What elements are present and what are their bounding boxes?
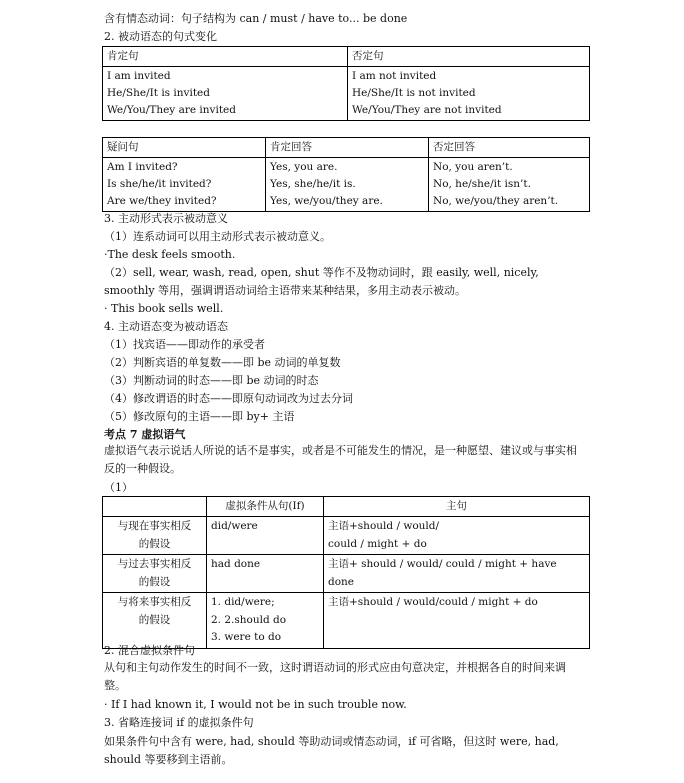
subjunctive-table [102, 496, 590, 649]
table-cell [207, 593, 324, 649]
cell-line: Yes, we/you/they are. [270, 195, 383, 207]
cell-line: Am I invited? [107, 161, 178, 173]
voice-table-question [102, 137, 590, 212]
cell-line: He/She/It is not invited [352, 87, 476, 99]
table-cell [429, 158, 590, 212]
paragraph: 从句和主句动作发生的时间不一致，这时谓语动词的形式应由句意决定，并根据各自的时间来调整。 [104, 661, 566, 692]
cell-line: Yes, you are. [270, 161, 338, 173]
cell-line: We/You/They are invited [107, 104, 236, 116]
cell-line: 与现在事实相反 [117, 520, 192, 532]
cell-line: could / might + do [328, 537, 427, 550]
cell-line: 的假设 [138, 537, 171, 550]
cell-line: 2. 2.should do [211, 613, 287, 626]
table-header: 疑问句 [103, 138, 266, 158]
cell-line: 主语+should / would/ [328, 520, 440, 532]
table-cell [103, 517, 207, 555]
table-cell [266, 158, 429, 212]
table-cell [103, 593, 207, 649]
cell-line: 与过去事实相反 [117, 558, 192, 570]
cell-line: Is she/he/it invited? [107, 178, 212, 190]
step-item: （4）修改谓语的时态——即原句动词改为过去分词 [104, 392, 353, 405]
cell-line: 1. did/were; [211, 596, 275, 608]
table-cell [103, 158, 266, 212]
table-header [103, 497, 207, 517]
cell-line: No, he/she/it isn’t. [433, 178, 531, 190]
section-heading: 2. 混合虚拟条件句 [104, 644, 195, 657]
table-cell [348, 67, 590, 121]
section-heading: 2. 被动语态的句式变化 [104, 30, 217, 43]
key-point-heading: 考点 7 虚拟语气 [104, 428, 186, 441]
modal-verb-structure: 含有情态动词：句子结构为 can / must / have to... be done [104, 12, 408, 25]
cell-line: We/You/They are not invited [352, 104, 502, 116]
section-heading: 3. 省略连接词 if 的虚拟条件句 [104, 716, 254, 729]
step-item: （1）找宾语——即动作的承受者 [104, 338, 265, 351]
table-cell [324, 517, 590, 555]
table-cell: had done [207, 555, 324, 593]
cell-line: Yes, she/he/it is. [270, 178, 356, 190]
example-sentence: ·The desk feels smooth. [104, 248, 236, 261]
step-item: （2）判断宾语的单复数——即 be 动词的单复数 [104, 356, 341, 369]
cell-line: Are we/they invited? [107, 195, 217, 207]
paragraph: （1）连系动词可以用主动形式表示被动意义。 [104, 230, 331, 243]
table-header: 否定回答 [429, 138, 590, 158]
cell-line: 3. were to do [211, 631, 282, 643]
table-header: 否定句 [348, 47, 590, 67]
cell-line: He/She/It is invited [107, 87, 210, 99]
table-cell [103, 67, 348, 121]
section-heading: 3. 主动形式表示被动意义 [104, 212, 228, 225]
step-item: （5）修改原句的主语——即 by+ 主语 [104, 410, 295, 423]
cell-line: I am not invited [352, 70, 437, 82]
example-sentence: · This book sells well. [104, 302, 224, 315]
sub-heading: （1） [104, 481, 133, 494]
paragraph: 虚拟语气表示说话人所说的话不是事实，或者是不可能发生的情况，是一种愿望、建议或与事实相反的一种假设。 [104, 444, 577, 475]
paragraph: （2）sell, wear, wash, read, open, shut 等作不及物动词时，跟 easily, well, nicely, smoothly 等用，强调谓语动词给主语带来某种结果，多用主动表示被动。 [104, 266, 539, 297]
voice-table-statement [102, 46, 590, 121]
cell-line: 的假设 [138, 575, 171, 588]
step-item: （3）判断动词的时态——即 be 动词的时态 [104, 374, 319, 387]
cell-line: 与将来事实相反 [117, 596, 192, 608]
cell-line: 的假设 [138, 613, 171, 626]
cell-line: No, we/you/they aren’t. [433, 195, 559, 207]
example-sentence: · If I had known it, I would not be in such trouble now. [104, 698, 407, 711]
table-header: 肯定回答 [266, 138, 429, 158]
table-header: 主句 [324, 497, 590, 517]
table-header: 肯定句 [103, 47, 348, 67]
section-heading: 4. 主动语态变为被动语态 [104, 320, 228, 333]
table-cell [103, 555, 207, 593]
paragraph: 如果条件句中含有 were, had, should 等助动词或情态动词，if 可省略，但这时 were, had, should 等要移到主语前。 [104, 735, 559, 766]
table-header: 虚拟条件从句(If) [207, 497, 324, 517]
table-cell: did/were [207, 517, 324, 555]
table-cell: 主语+ should / would/ could / might + have done [324, 555, 590, 593]
cell-line: No, you aren’t. [433, 161, 513, 173]
table-cell: 主语+should / would/could / might + do [324, 593, 590, 649]
cell-line: I am invited [107, 70, 171, 82]
